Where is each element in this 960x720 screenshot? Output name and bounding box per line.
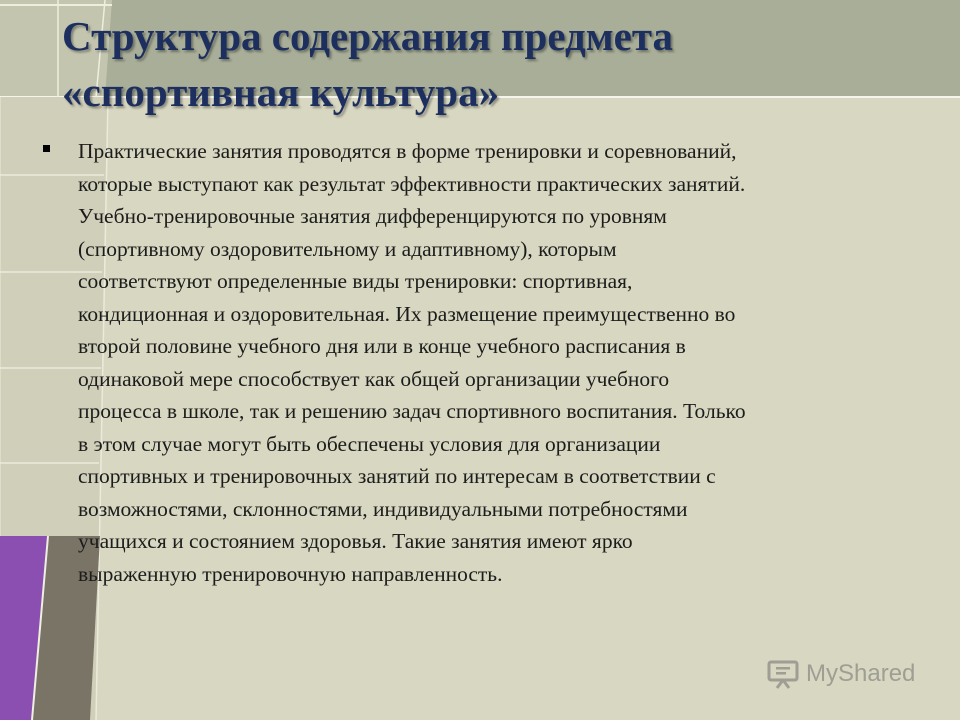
body-line: второй половине учебного дня или в конце учебного расписания в [78, 334, 686, 358]
body-line: спортивных и тренировочных занятий по интересам в соответствии с [78, 464, 716, 488]
body-line: кондиционная и оздоровительная. Их размещение преимущественно во [78, 301, 736, 326]
body-line: Учебно-тренировочные занятия дифференцируются по уровням [78, 204, 667, 228]
title-line: «спортивная культура» [62, 69, 500, 115]
watermark [766, 658, 915, 690]
presentation-board-icon [766, 659, 800, 689]
body-line: выраженную тренировочную направленность. [78, 561, 503, 586]
title-line: Структура содержания предмета [62, 13, 673, 59]
body-line: (спортивному оздоровительному и адаптивному), которым [78, 236, 617, 261]
body-line: одинаковой мере способствует как общей организации учебного [78, 366, 670, 391]
bullet-square-icon [43, 145, 50, 152]
body-paragraph [78, 135, 938, 590]
body-line: в этом случае могут быть обеспечены условия для организации [78, 431, 661, 456]
slide-title [62, 8, 942, 120]
body-line: возможностями, склонностями, индивидуальными потребностями [78, 496, 688, 521]
body-line: которые выступают как результат эффективности практических занятий. [78, 171, 746, 196]
body-line: соответствуют определенные виды тренировки: спортивная, [78, 269, 633, 293]
body-line: Практические занятия проводятся в форме тренировки и соревнований, [78, 139, 737, 163]
body-line: процесса в школе, так и решению задач спортивного воспитания. Только [78, 399, 746, 423]
body-line: учащихся и состоянием здоровья. Такие занятия имеют ярко [78, 529, 633, 553]
watermark-text: MyShared [806, 660, 916, 687]
